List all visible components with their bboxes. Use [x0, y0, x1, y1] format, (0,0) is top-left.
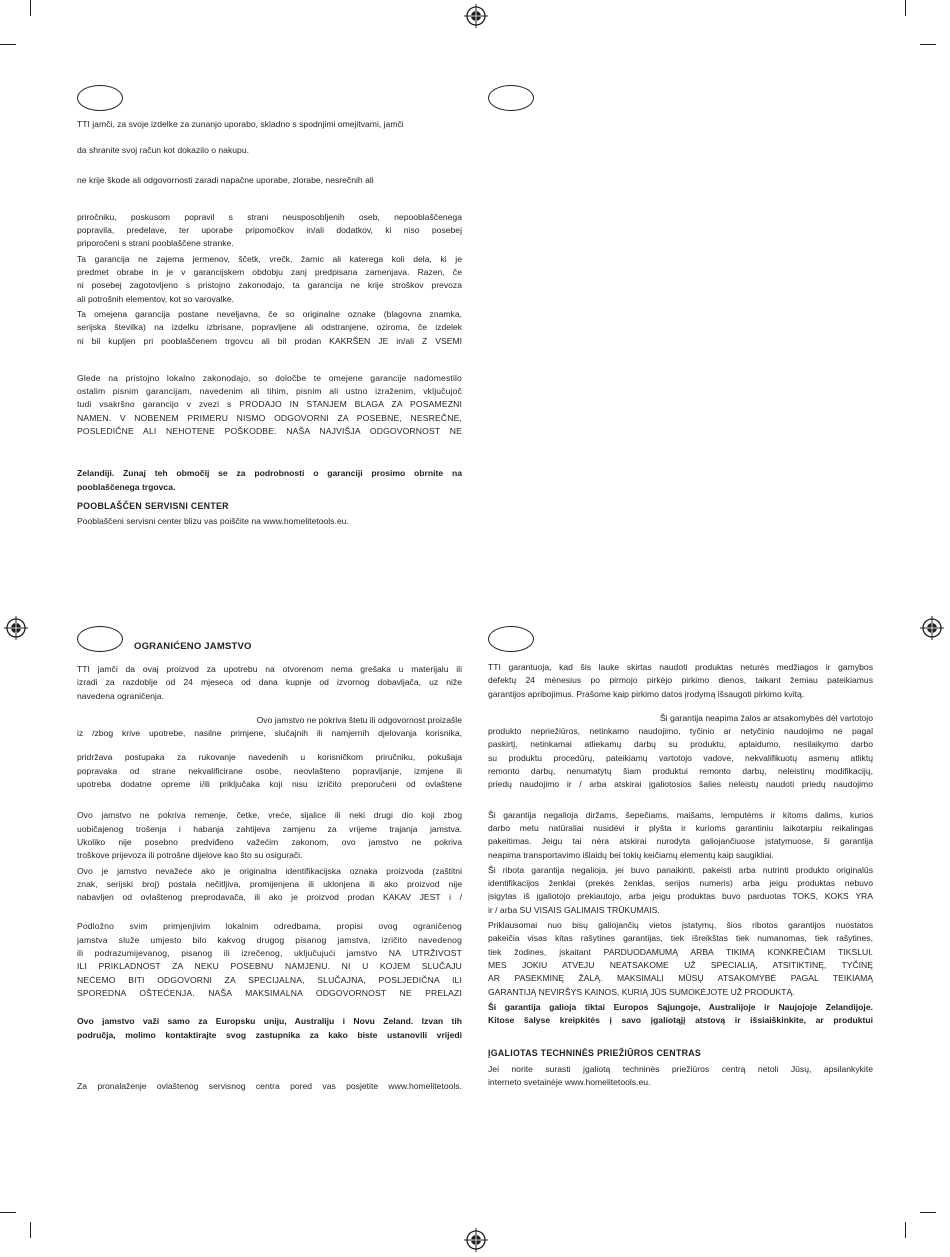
sl-paragraph-tail: ali potrošnih elementov, kot so varovalke.: [77, 293, 234, 304]
crop-mark-bottom-right-vertical: [905, 1222, 906, 1238]
sl-paragraph: Glede na pristojno lokalno zakonodajo, so določbe te omejene garancije nadomestilo ostalim pisnim garancijam, navedenim ali tihim, pisnim ali ustno izraženim, vključujoč tudi vsakršno garancijo v zvezi s PRODAJO IN STANJEM BLAGA ZA POSAMEZNI NAMEN. V NOBENEM PRIMERU NISMO ODGOVORNI ZA POSEBNE, NESREČNE, POSLEDIČNE ALI NEHOTENE POŠKODBE. NAŠA NAJVIŠJA ODGOVORNOST NE: [77, 372, 462, 437]
crop-mark-top-left-vertical: [30, 0, 31, 16]
hr-paragraph: Podložno svim primjenjivim lokalnim odredbama, propisi ovog ograničenog jamstva služe umjesto bilo kakvog drugog pisanog jamstva, izričito navedenog ili podrazumijevanog, pisanog ili izrečenog, uključujući jamstvo NA UTRŽIVOST ILI PRIKLADNOST ZA NEKU POSEBNU NAMJENU. NI U KOJEM SLUČAJU NEĆEMO BITI ODGOVORNI ZA SPECIJALNA, SLUČAJNA, POSLJEDIČNA ILI SPOREDNA OŠTEĆENJA. NAŠA MAKSIMALNA ODGOVORNOST NE PRELAZI: [77, 921, 462, 998]
crop-mark-top-left-horizontal: [0, 44, 16, 45]
lt-paragraph-bold: Ši garantija galioja tiktai Europos Sąjungoje, Australijoje ir Naujojoje Zelandijoje. Kitose šalyse kreipkitės į savo įgaliotąjį atstovą ir išsiaiškinkite, ar produktui: [488, 1001, 873, 1026]
sl-service-text: Pooblaščeni servisni center blizu vas poiščite na www.homelitetools.eu.: [77, 516, 349, 527]
crop-mark-bottom-right-horizontal: [920, 1212, 936, 1213]
hr-paragraph-bold: Ovo jamstvo važi samo za Europsku uniju, Australiju i Novu Zeland. Izvan tih područja, molimo kontaktirajte svog zastupnika za kako biste ustanovili vrijedi: [77, 1016, 462, 1040]
crop-mark-bottom-left-horizontal: [0, 1212, 16, 1213]
crop-mark-bottom-left-vertical: [30, 1222, 31, 1238]
lt-paragraph-tail: GARANTIJĄ NEVIRŠYS KAINOS, KURIĄ JŪS SUMOKĖJOTE UŽ PRODUKTĄ.: [488, 986, 795, 997]
sl-paragraph: da shranite svoj račun kot dokazilo o nakupu.: [77, 145, 249, 156]
lt-paragraph: Ši garantija neapima žalos ar atsakomybės dėl vartotojo: [659, 712, 873, 723]
language-badge-hr: [77, 626, 123, 652]
hr-service-text: Za pronalaženje ovlaštenog servisnog centra pored vas posjetite www.homelitetools.: [77, 1080, 462, 1091]
sl-service-heading: POOBLAŠČEN SERVISNI CENTER: [77, 500, 229, 511]
sl-paragraph: Ta garancija ne zajema jermenov, ščetk, vrečk, žarnic ali katerega koli dela, ki je predmet obrabe in je v garancijskem obdobju zanj predpisana zamenjava. Razen, če ni posebej zagotovljeno s pristojno zakonodajo, ta garancija ne krije stroškov prevoza: [77, 253, 462, 291]
registration-mark-top-icon: [464, 4, 488, 28]
lt-paragraph-tail: garantijos apribojimus. Prašome kaip pirkimo datos įrodymą išsaugoti pirkimo kvitą.: [488, 688, 805, 699]
lt-service-text-tail: interneto svetainėje www.homelitetools.eu.: [488, 1077, 651, 1088]
registration-mark-right-icon: [920, 616, 944, 640]
sl-paragraph-tail: priporočeni s strani pooblaščene stranke.: [77, 238, 234, 249]
lt-paragraph: Ši ribota garantija negalioja, jei buvo panaikinti, pakeisti arba nutrinti produkto originalūs identifikacijos ženklai (prekės ženklas, serijos numeris) arba jeigu produktas nebuvo įsigytas iš įgaliotojo prekiautojo, arba jeigu produktas buvo parduotas TOKS, KOKS YRA: [488, 864, 873, 902]
hr-paragraph: pridržava postupaka za rukovanje navedenih u korisničkom priručniku, pokušaja popravaka od strane nekvalificirane osobe, neovlašteno popravljanje, izmjene ili upotreba dodatne opreme i/ili priključaka koji nisu izričito preporučeni od ovlaštene: [77, 752, 462, 790]
language-badge-top-right: [488, 85, 534, 111]
lt-paragraph: Ši garantija negalioja diržams, šepečiams, maišams, lemputėms ir kitoms dalims, kurios darbo metu natūraliai nusidėvi ir plyšta ir kurioms garantiniu laikotarpiu reikalingas pakeitimas. Jeigu tai nėra atskirai nurodyta galiojančiuose įstatymuose, ši garantija: [488, 809, 873, 847]
lt-paragraph-body: produkto nepriežiūros, netinkamo naudojimo, tyčinio ar netyčinio naudojimo ne pagal paskirtį, netinkamai atliekamų darbų su produktu, aplaidumo, nesilaikymo darbo su produktu procedūrų, pateikiamų vartotojo vadove, nekvalifikuotų asmenų atliktų remonto darbų, nenumatytų šiam produktui remonto darbų, neleistinų modifikacijų, priedų naudojimo ir / arba atskirai įgaliotosios šalies neleistų naudoti priedų naudojimo: [488, 726, 873, 790]
sl-paragraph: Ta omejena garancija postane neveljavna, če so originalne oznake (blagovna znamka, serijska številka) na izdelku izbrisane, popravljene ali odstranjene, oziroma, če izdelek ni bil kupljen pri pooblaščenem trgovcu ali bil prodan KAKRŠEN JE in/ali Z VSEMI: [77, 308, 462, 346]
sl-warranty-column: [77, 118, 462, 529]
lt-paragraph-tail: neapima transportavimo išlaidų bei tokių keičiamų elementų kaip saugikliai.: [488, 849, 774, 860]
sl-paragraph: ne krije škode ali odgovornosti zaradi napačne uporabe, zlorabe, nesrečnih ali: [77, 174, 374, 185]
lt-warranty-column: [488, 661, 873, 1089]
lt-paragraph-tail: ir / arba SU VISAIS GALIMAIS TRŪKUMAIS.: [488, 904, 660, 915]
crop-mark-top-right-vertical: [905, 0, 906, 16]
crop-mark-top-right-horizontal: [920, 44, 936, 45]
lt-service-text: Jei norite surasti įgaliotą techninės priežiūros centrą netoli Jūsų, apsilankykite: [488, 1063, 873, 1074]
lt-service-heading: ĮGALIOTAS TECHNINĖS PRIEŽIŪROS CENTRAS: [488, 1048, 702, 1059]
registration-mark-bottom-icon: [464, 1228, 488, 1252]
sl-paragraph-bold: Zelandiji. Zunaj teh območij se za podrobnosti o garanciji prosimo obrnite na: [77, 468, 462, 479]
hr-paragraph-tail: iz /zbog krive upotrebe, nasilne primjene, slučajnih ili namjernih djelovanja korisnika,: [77, 728, 462, 739]
sl-paragraph: priročniku, poskusom popravil s strani neusposobljenih oseb, nepooblaščenega popravila, predelave, ter uporabe pripomočkov in/ali dodatkov, ki niso posebej: [77, 211, 462, 236]
hr-paragraph: Ovo jamstvo ne pokriva štetu ili odgovornost proizašle: [256, 714, 462, 725]
lt-paragraph: Priklausomai nuo bisų galiojančių vietos įstatymų, šios ribotos garantijos nuostatos pakeičia visas kitas rašytines garantijas, tiek išreikštas tiek numanomas, tiek rašytines, tiek žodines, įskaitant PARDUODAMUMĄ ARBA TIKIMĄ KONKREČIAM TIKSLUI. MES JOKIU ATVEJU NEATSAKOME UŽ SPECIALIĄ, ATSITIKTINĘ, TYČINĘ AR PASEKMINĘ ŽALĄ. MAKSIMALI MŪSŲ ATSAKOMYBĖ PAGAL TEIKIAMĄ: [488, 920, 873, 984]
hr-paragraph: TTI jamči da ovaj proizvod za upotrebu na otvorenom nema grešaka u materijalu ili izradi za razdoblje od 24 mjeseca od dana kupnje od izvornog dobavljača, uz niže: [77, 664, 462, 688]
registration-mark-left-icon: [4, 616, 28, 640]
language-badge-sl: [77, 85, 123, 111]
hr-paragraph-tail: troškove prijevoza ili potrošne dijelove kao što su osigurači.: [77, 850, 303, 861]
lt-paragraph: TTI garantuoja, kad šis lauke skirtas naudoti produktas neturės medžiagos ir gamybos defektų 24 mėnesius po pirmojo pirkėjo pirkimo dienos, taikant žemiau pateikiamus: [488, 662, 873, 686]
sl-paragraph: TTI jamči, za svoje izdelke za zunanjo uporabo, skladno s spodnjimi omejitvami, jamči: [77, 119, 404, 129]
hr-section-title: OGRANIĆENO JAMSTVO: [134, 641, 252, 652]
hr-paragraph: Ovo je jamstvo nevažeće ako je originalna identifikacijska oznaka proizvoda (zaštitni znak, serijski broj) postala nečitljiva, promijenjena ili uklonjena ili ako proizvod nije nabavljen od ovlaštenog preprodavača, ili ako je proizvod prodan KAKAV JEST i /: [77, 865, 462, 903]
hr-paragraph-tail: navedena ograničenja.: [77, 690, 164, 701]
language-badge-lt: [488, 626, 534, 652]
hr-warranty-column: [77, 663, 462, 1093]
hr-paragraph: Ovo jamstvo ne pokriva remenje, četke, vreće, sijalice ili neki drugi dio koji zbog uobičajenog trošenja i habanja zahtijeva zamjenu za vrijeme trajanja jamstva. Ukoliko nije posebno predviđeno važećim zakonom, ovo jamstvo ne pokriva: [77, 810, 462, 847]
sl-paragraph-bold-tail: pooblaščenega trgovca.: [77, 481, 176, 492]
